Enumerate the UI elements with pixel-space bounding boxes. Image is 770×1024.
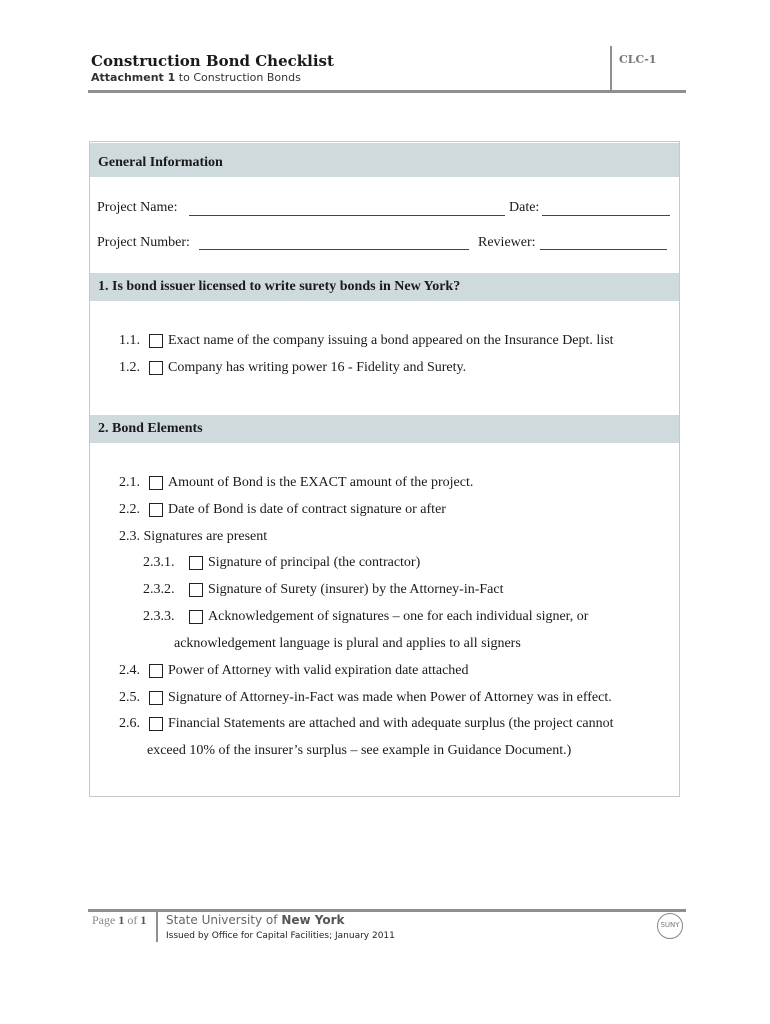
- document-title: Construction Bond Checklist: [91, 52, 334, 70]
- item-2-3-3-number: 2.3.3.: [143, 609, 175, 624]
- date-field[interactable]: [542, 215, 670, 216]
- page-of: of: [124, 913, 141, 927]
- page-label: Page: [92, 913, 119, 927]
- item-2-3-1-text: Signature of principal (the contractor): [208, 555, 421, 570]
- item-2-6-number: 2.6.: [119, 716, 140, 731]
- suny-logo-icon: SUNY: [657, 913, 683, 939]
- reviewer-field[interactable]: [540, 249, 667, 250]
- page-total: 1: [140, 913, 147, 927]
- reviewer-label: Reviewer:: [478, 235, 536, 250]
- item-2-4-text: Power of Attorney with valid expiration date attached: [168, 663, 469, 678]
- item-1-2-text: Company has writing power 16 - Fidelity and Surety.: [168, 360, 467, 375]
- item-2-6-checkbox[interactable]: [149, 717, 163, 731]
- section-2-heading: 2. Bond Elements: [98, 421, 203, 436]
- item-1-2-number: 1.2.: [119, 360, 140, 375]
- item-2-5-text: Signature of Attorney-in-Fact was made when Power of Attorney was in effect.: [168, 690, 612, 705]
- footer-rule: [88, 909, 686, 912]
- item-2-3-1-number: 2.3.1.: [143, 555, 175, 570]
- issued-by: Issued by Office for Capital Facilities; January 2011: [166, 931, 395, 941]
- general-information-band: [90, 143, 679, 177]
- item-2-3-2-number: 2.3.2.: [143, 582, 175, 597]
- university-prefix: State University of: [166, 913, 282, 927]
- item-2-3-1-checkbox[interactable]: [189, 556, 203, 570]
- page-number: [92, 913, 146, 928]
- item-2-3-2-text: Signature of Surety (insurer) by the Attorney-in-Fact: [208, 582, 504, 597]
- item-2-1-text: Amount of Bond is the EXACT amount of the project.: [168, 475, 474, 490]
- footer-divider: [156, 909, 158, 942]
- item-2-4-checkbox[interactable]: [149, 664, 163, 678]
- subtitle-attachment: Attachment 1: [91, 71, 176, 84]
- form-code: CLC-1: [619, 53, 657, 66]
- item-2-4-number: 2.4.: [119, 663, 140, 678]
- university-name: [166, 913, 345, 927]
- item-2-2-checkbox[interactable]: [149, 503, 163, 517]
- project-name-label: Project Name:: [97, 200, 178, 215]
- date-label: Date:: [509, 200, 540, 215]
- header-divider: [610, 46, 612, 92]
- item-1-1-number: 1.1.: [119, 333, 140, 348]
- item-1-1-checkbox[interactable]: [149, 334, 163, 348]
- item-2-6-text: Financial Statements are attached and with adequate surplus (the project cannot: [168, 716, 614, 731]
- subtitle-rest: to Construction Bonds: [175, 71, 301, 84]
- item-2-1-number: 2.1.: [119, 475, 140, 490]
- item-2-3-3-continuation: acknowledgement language is plural and applies to all signers: [174, 636, 521, 651]
- item-2-1-checkbox[interactable]: [149, 476, 163, 490]
- item-1-2-checkbox[interactable]: [149, 361, 163, 375]
- checklist-form: [89, 141, 680, 797]
- general-information-heading: General Information: [98, 155, 223, 170]
- section-1-heading: 1. Is bond issuer licensed to write surety bonds in New York?: [98, 279, 461, 294]
- item-2-3-3-checkbox[interactable]: [189, 610, 203, 624]
- section-1-band: [90, 273, 679, 301]
- page-current: 1: [118, 913, 125, 927]
- item-2-2-text: Date of Bond is date of contract signature or after: [168, 502, 446, 517]
- section-2-band: [90, 415, 679, 443]
- item-2-5-number: 2.5.: [119, 690, 140, 705]
- item-2-2-number: 2.2.: [119, 502, 140, 517]
- item-1-1-text: Exact name of the company issuing a bond appeared on the Insurance Dept. list: [168, 333, 614, 348]
- project-number-label: Project Number:: [97, 235, 190, 250]
- item-2-3-2-checkbox[interactable]: [189, 583, 203, 597]
- item-2-6-continuation: exceed 10% of the insurer’s surplus – see example in Guidance Document.): [147, 743, 572, 758]
- project-number-field[interactable]: [199, 249, 469, 250]
- document-subtitle: [91, 71, 301, 84]
- item-2-3-text: 2.3. Signatures are present: [119, 529, 268, 544]
- header-rule: [88, 90, 686, 93]
- item-2-3-3-text: Acknowledgement of signatures – one for each individual signer, or: [208, 609, 589, 624]
- item-2-5-checkbox[interactable]: [149, 691, 163, 705]
- university-bold: New York: [281, 913, 345, 927]
- project-name-field[interactable]: [189, 215, 505, 216]
